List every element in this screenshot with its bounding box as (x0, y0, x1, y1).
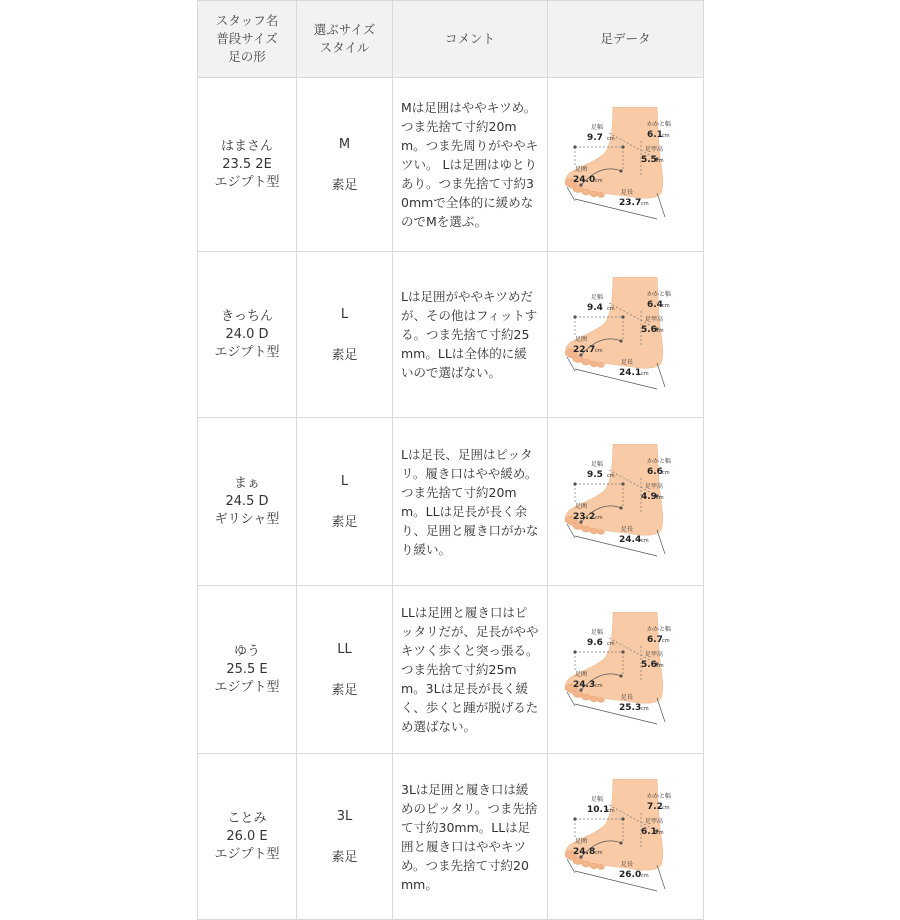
ball-width-unit: cm (606, 136, 615, 142)
length-value: 25.3 (618, 703, 641, 713)
foot-diagram (561, 444, 691, 559)
table-row (198, 586, 704, 754)
ball-width-value: 9.5 (586, 470, 603, 480)
heel-width-unit: cm (661, 470, 670, 476)
instep-value: 5.6 (640, 325, 657, 335)
foot-shape: エジプト型 (214, 174, 280, 190)
ball-width-value: 9.7 (586, 133, 603, 143)
header-staff (198, 1, 297, 78)
instep-unit: cm (655, 663, 664, 669)
heel-width-unit: cm (661, 638, 670, 644)
usual-size: 26.0 E (226, 828, 268, 844)
ball-width-unit: cm (606, 473, 615, 479)
instep-unit: cm (655, 495, 664, 501)
ball-width-unit: cm (606, 306, 615, 312)
foot-shape: エジプト型 (214, 846, 280, 862)
size-style-cell (297, 418, 393, 586)
comment-cell: Lは足長、足囲はピッタリ。履き口はやや緩め。つま先捨て寸約20mm。LLは足長が長く余り、足囲と履き口がかなり緩い。 (393, 418, 548, 586)
heel-width-label: かかと幅 (646, 291, 671, 298)
length-unit: cm (640, 706, 649, 712)
foot-data-cell (548, 78, 704, 252)
length-label: 足長 (620, 189, 633, 196)
heel-width-value: 6.1 (646, 130, 663, 140)
ball-width-label: 足幅 (590, 796, 603, 803)
header-staff-name: スタッフ名 (215, 13, 279, 28)
foot-shape: エジプト型 (214, 344, 280, 360)
usual-size: 24.5 D (225, 493, 269, 509)
table-row (198, 252, 704, 418)
length-label: 足長 (620, 526, 633, 533)
heel-width-unit: cm (661, 133, 670, 139)
girth-unit: cm (594, 348, 603, 354)
instep-value: 5.5 (640, 155, 657, 165)
staff-cell (198, 418, 297, 586)
ball-width-label: 足幅 (590, 294, 603, 301)
header-foot-shape: 足の形 (228, 49, 266, 64)
foot-diagram (561, 779, 691, 894)
staff-size-table (197, 0, 704, 920)
girth-value: 24.0 (572, 175, 595, 185)
chosen-size: L (340, 306, 349, 322)
girth-value: 23.2 (572, 512, 595, 522)
instep-value: 4.9 (640, 492, 657, 502)
chosen-size: M (338, 136, 351, 152)
length-value: 26.0 (618, 870, 641, 880)
staff-cell (198, 754, 297, 920)
size-style-cell (297, 586, 393, 754)
foot-data-cell (548, 418, 704, 586)
staff-name: はまさん (220, 138, 273, 154)
instep-unit: cm (655, 158, 664, 164)
chosen-size: L (340, 473, 349, 489)
girth-label: 足囲 (574, 336, 587, 343)
girth-unit: cm (594, 178, 603, 184)
heel-width-label: かかと幅 (646, 793, 671, 800)
foot-data-cell (548, 252, 704, 418)
length-value: 23.7 (618, 198, 641, 208)
girth-value: 24.3 (572, 680, 595, 690)
girth-value: 24.8 (572, 847, 595, 857)
foot-diagram (561, 107, 691, 222)
staff-name: ゆう (233, 643, 260, 659)
usual-size: 23.5 2E (222, 156, 272, 172)
foot-data-cell (548, 754, 704, 920)
comment-cell: 3Lは足囲と履き口は緩めのピッタリ。つま先捨て寸約30mm。LLは足囲と履き口はややキツめ。つま先捨て寸約20mm。 (393, 754, 548, 920)
size-style-cell (297, 78, 393, 252)
length-value: 24.1 (618, 368, 641, 378)
instep-label: 足甲高 (644, 483, 663, 490)
style: 素足 (331, 347, 358, 363)
instep-label: 足甲高 (644, 316, 663, 323)
heel-width-unit: cm (661, 805, 670, 811)
table-row (198, 418, 704, 586)
style: 素足 (331, 682, 358, 698)
comment-cell: Mは足囲はややキツめ。つま先捨て寸約20mm。つま先周りがややキツい。 Lは足囲はゆとりあり。つま先捨て寸約30mmで全体的に緩めなのでMを選ぶ。 (393, 78, 548, 252)
foot-diagram (561, 277, 691, 392)
staff-name: まぁ (233, 475, 260, 491)
staff-name: ことみ (227, 810, 267, 826)
chosen-size: 3L (336, 808, 353, 824)
staff-cell (198, 252, 297, 418)
ball-width-value: 9.6 (586, 638, 603, 648)
staff-cell (198, 586, 297, 754)
length-unit: cm (640, 538, 649, 544)
heel-width-label: かかと幅 (646, 626, 671, 633)
instep-unit: cm (655, 830, 664, 836)
foot-shape: エジプト型 (214, 679, 280, 695)
header-size-style (297, 1, 393, 78)
girth-label: 足囲 (574, 503, 587, 510)
length-label: 足長 (620, 359, 633, 366)
ball-width-unit: cm (606, 808, 615, 814)
style: 素足 (331, 849, 358, 865)
table-row (198, 78, 704, 252)
ball-width-label: 足幅 (590, 461, 603, 468)
header-chosen-size: 選ぶサイズ (313, 22, 376, 37)
ball-width-label: 足幅 (590, 124, 603, 131)
header-foot-data: 足データ (548, 1, 704, 78)
length-unit: cm (640, 873, 649, 879)
staff-name: きっちん (220, 308, 273, 324)
instep-value: 6.1 (640, 827, 657, 837)
instep-label: 足甲高 (644, 818, 663, 825)
length-unit: cm (640, 201, 649, 207)
table-row (198, 754, 704, 920)
girth-value: 22.7 (572, 345, 595, 355)
girth-label: 足囲 (574, 671, 587, 678)
girth-unit: cm (594, 850, 603, 856)
girth-unit: cm (594, 683, 603, 689)
usual-size: 24.0 D (225, 326, 269, 342)
header-comment: コメント (393, 1, 548, 78)
instep-value: 5.6 (640, 660, 657, 670)
foot-shape: ギリシャ型 (214, 511, 280, 527)
staff-cell (198, 78, 297, 252)
length-label: 足長 (620, 861, 633, 868)
instep-unit: cm (655, 328, 664, 334)
heel-width-value: 6.4 (646, 300, 663, 310)
girth-unit: cm (594, 515, 603, 521)
style: 素足 (331, 177, 358, 193)
length-value: 24.4 (618, 535, 641, 545)
header-usual-size: 普段サイズ (216, 31, 278, 46)
ball-width-value: 10.1 (586, 805, 609, 815)
usual-size: 25.5 E (226, 661, 268, 677)
ball-width-label: 足幅 (590, 629, 603, 636)
heel-width-value: 7.2 (646, 802, 663, 812)
foot-diagram (561, 612, 691, 727)
table-header-row (198, 1, 704, 78)
heel-width-value: 6.6 (646, 467, 663, 477)
chosen-size: LL (337, 641, 352, 657)
heel-width-label: かかと幅 (646, 121, 671, 128)
comment-cell: Lは足囲がややキツめだが、その他はフィットする。つま先捨て寸約25mm。LLは全体的に緩いので選ばない。 (393, 252, 548, 418)
size-style-cell (297, 754, 393, 920)
length-label: 足長 (620, 694, 633, 701)
style: 素足 (331, 514, 358, 530)
comment-cell: LLは足囲と履き口はピッタリだが、足長がややキツく歩くと突っ張る。つま先捨て寸約25mm。3Lは足長が長く緩く、歩くと踵が脱げるため選ばない。 (393, 586, 548, 754)
heel-width-value: 6.7 (646, 635, 663, 645)
ball-width-unit: cm (606, 641, 615, 647)
girth-label: 足囲 (574, 166, 587, 173)
ball-width-value: 9.4 (586, 303, 603, 313)
foot-data-cell (548, 586, 704, 754)
size-style-cell (297, 252, 393, 418)
instep-label: 足甲高 (644, 651, 663, 658)
heel-width-label: かかと幅 (646, 458, 671, 465)
instep-label: 足甲高 (644, 146, 663, 153)
header-style: スタイル (319, 40, 370, 55)
girth-label: 足囲 (574, 838, 587, 845)
heel-width-unit: cm (661, 303, 670, 309)
length-unit: cm (640, 371, 649, 377)
